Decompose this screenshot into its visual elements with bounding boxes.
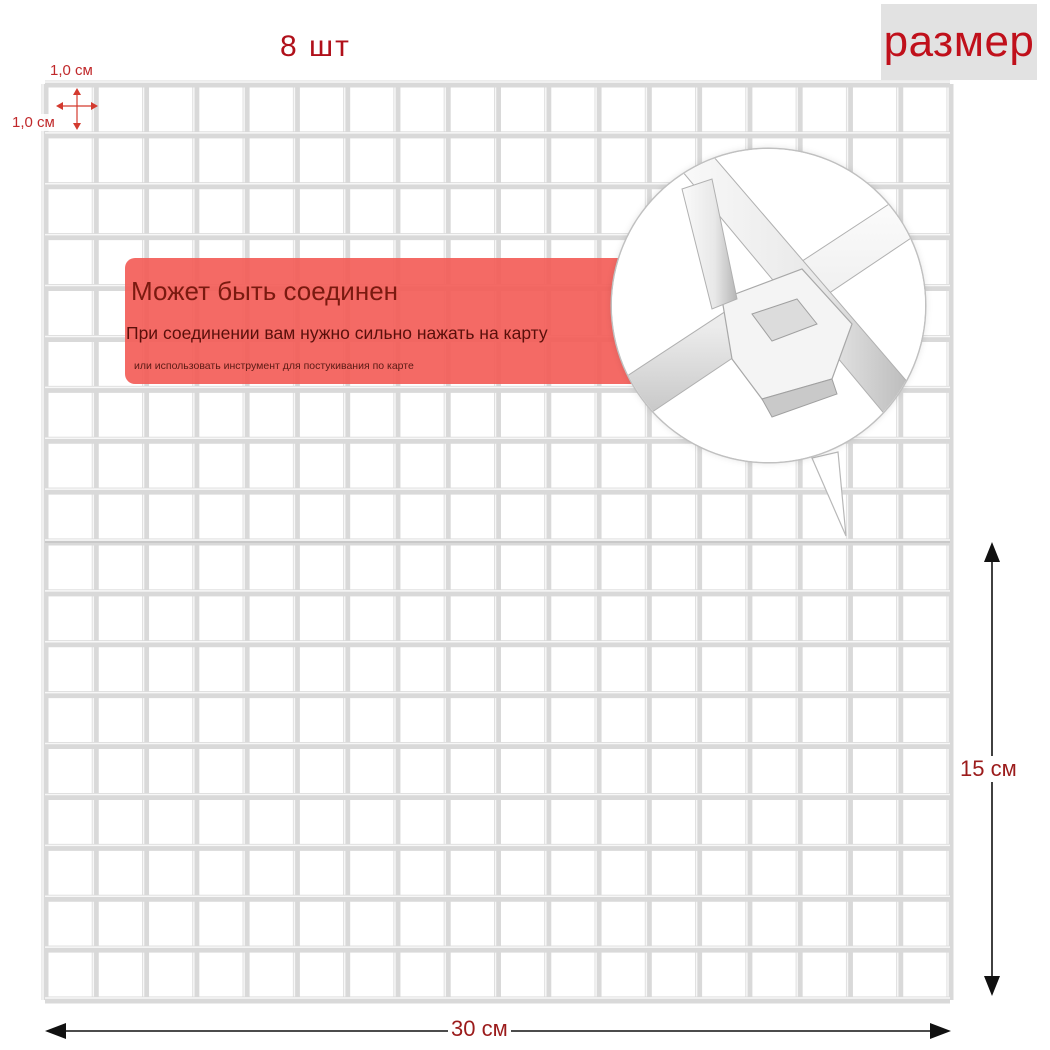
cell-width-label: 1,0 см — [50, 62, 93, 79]
joint-closeup-image — [612, 149, 925, 462]
size-badge-label: размер — [883, 17, 1035, 66]
note-title: Может быть соединен — [131, 276, 399, 306]
height-arrow-bottom — [984, 976, 1000, 996]
size-badge — [881, 4, 1037, 80]
quantity-label: 8 шт — [280, 30, 351, 63]
height-arrow-top — [984, 542, 1000, 562]
width-arrow-right — [930, 1023, 951, 1039]
overall-width-label: 30 см — [448, 1016, 511, 1042]
overall-height-label: 15 см — [957, 756, 1020, 782]
width-arrow-left — [45, 1023, 66, 1039]
note-line-1: При соединении вам нужно сильно нажать на карту — [126, 323, 548, 343]
cell-height-label: 1,0 см — [12, 114, 55, 131]
joint-closeup-magnifier — [612, 149, 925, 462]
note-line-2: или использовать инструмент для постукивания по карте — [134, 360, 414, 372]
